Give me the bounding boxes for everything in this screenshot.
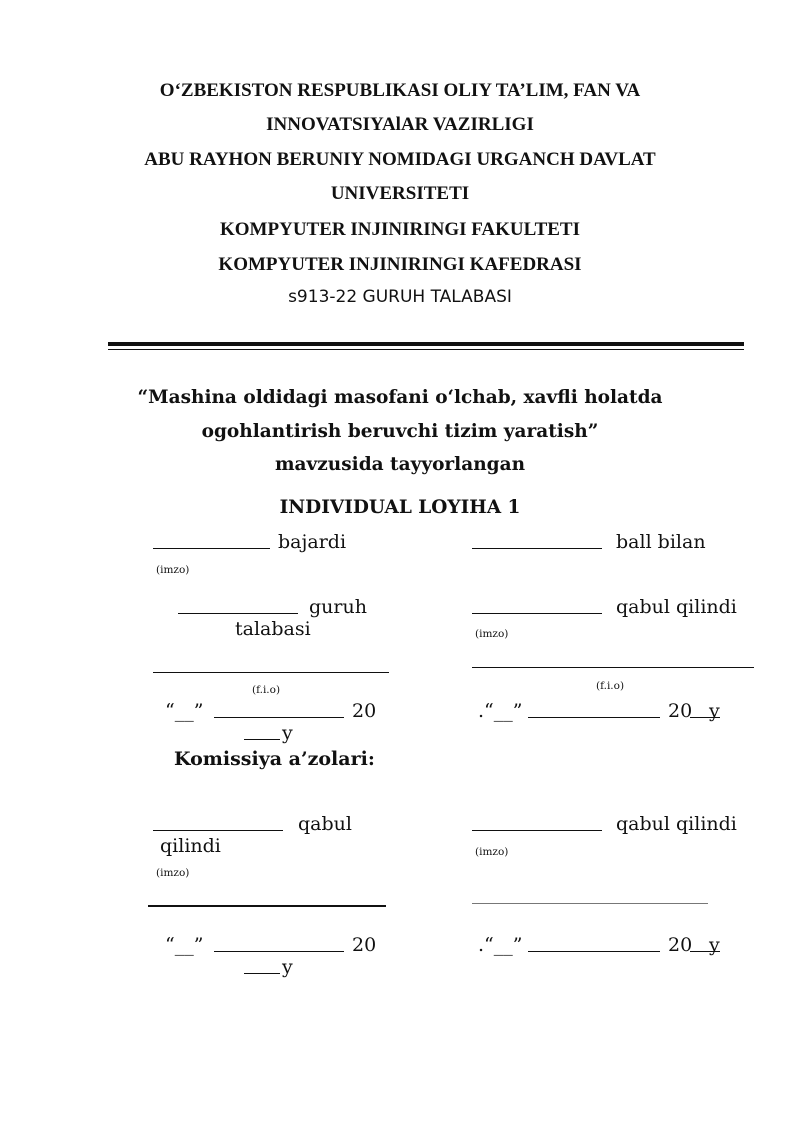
commission-left-year-suffix: y <box>282 956 293 978</box>
header-divider-thick <box>108 342 744 346</box>
guruh-label: guruh <box>309 596 367 618</box>
left-year-line <box>244 739 280 740</box>
commission-right-sign-line <box>472 830 602 831</box>
commission-left-imzo: (imzo) <box>156 867 190 879</box>
ball-sign-line <box>472 548 602 549</box>
right-year-text: 20 <box>668 700 693 722</box>
bajardi-label: bajardi <box>278 531 347 553</box>
commission-left-date-quote: “__” <box>165 934 204 956</box>
right-date-quote: .“__” <box>478 700 523 722</box>
left-date-quote: “__” <box>165 700 204 722</box>
left-fio-line <box>153 672 389 673</box>
ministry-line-2: INNOVATSIYAlAR VAZIRLIGI <box>266 114 534 135</box>
commission-left-month-line <box>214 951 344 952</box>
right-fio-line <box>472 667 754 668</box>
topic-line-1: “Mashina oldidagi masofani o‘lchab, xavfli holatda <box>137 387 663 408</box>
commission-right-year-suffix: y <box>709 934 720 956</box>
left-date-month-line <box>214 717 344 718</box>
right-year-suffix: y <box>709 700 720 722</box>
commission-right-month-line <box>528 951 660 952</box>
faculty-name: KOMPYUTER INJINIRINGI FAKULTETI <box>220 219 580 240</box>
right-imzo-caption: (imzo) <box>475 628 509 640</box>
ministry-line-1: O‘ZBEKISTON RESPUBLIKASI OLIY TA’LIM, FAN VA <box>159 80 641 101</box>
commission-left-qabul: qabul <box>298 813 352 835</box>
commission-left-fio-line <box>148 905 386 907</box>
bajardi-sign-line <box>153 548 270 549</box>
left-year-suffix: y <box>282 722 293 744</box>
project-title: INDIVIDUAL LOYIHA 1 <box>279 497 521 518</box>
commission-right-qabul-qilindi: qabul qilindi <box>616 813 737 835</box>
ball-bilan-label: ball bilan <box>616 531 706 553</box>
right-date-month-line <box>528 717 660 718</box>
commission-right-imzo: (imzo) <box>475 846 509 858</box>
topic-line-2: ogohlantirish beruvchi tizim yaratish” <box>201 421 599 442</box>
department-name: KOMPYUTER INJINIRINGI KAFEDRASI <box>218 254 582 275</box>
guruh-sign-line <box>178 613 298 614</box>
commission-left-qilindi: qilindi <box>160 835 221 857</box>
qabul-sign-line <box>472 613 602 614</box>
university-line-2: UNIVERSITETI <box>330 183 470 204</box>
commission-right-year-text: 20 <box>668 934 693 956</box>
group-label: s913-22 GURUH TALABASI <box>288 287 512 307</box>
commission-heading: Komissiya a’zolari: <box>174 748 375 770</box>
commission-left-sign-line <box>153 830 283 831</box>
commission-right-date-quote: .“__” <box>478 934 523 956</box>
commission-left-year-prefix: 20 <box>352 934 377 956</box>
header-divider-thin <box>108 349 744 350</box>
university-line-1: ABU RAYHON BERUNIY NOMIDAGI URGANCH DAVLAT <box>144 149 656 170</box>
right-fio-caption: (f.i.o) <box>596 680 625 692</box>
left-imzo-caption: (imzo) <box>156 564 190 576</box>
commission-left-year-line <box>244 973 280 974</box>
commission-right-fio-line <box>472 903 708 904</box>
qabul-qilindi-label: qabul qilindi <box>616 596 737 618</box>
left-year-prefix: 20 <box>352 700 377 722</box>
topic-line-3: mavzusida tayyorlangan <box>274 454 526 475</box>
talabasi-label: talabasi <box>235 618 311 640</box>
left-fio-caption: (f.i.o) <box>252 684 281 696</box>
